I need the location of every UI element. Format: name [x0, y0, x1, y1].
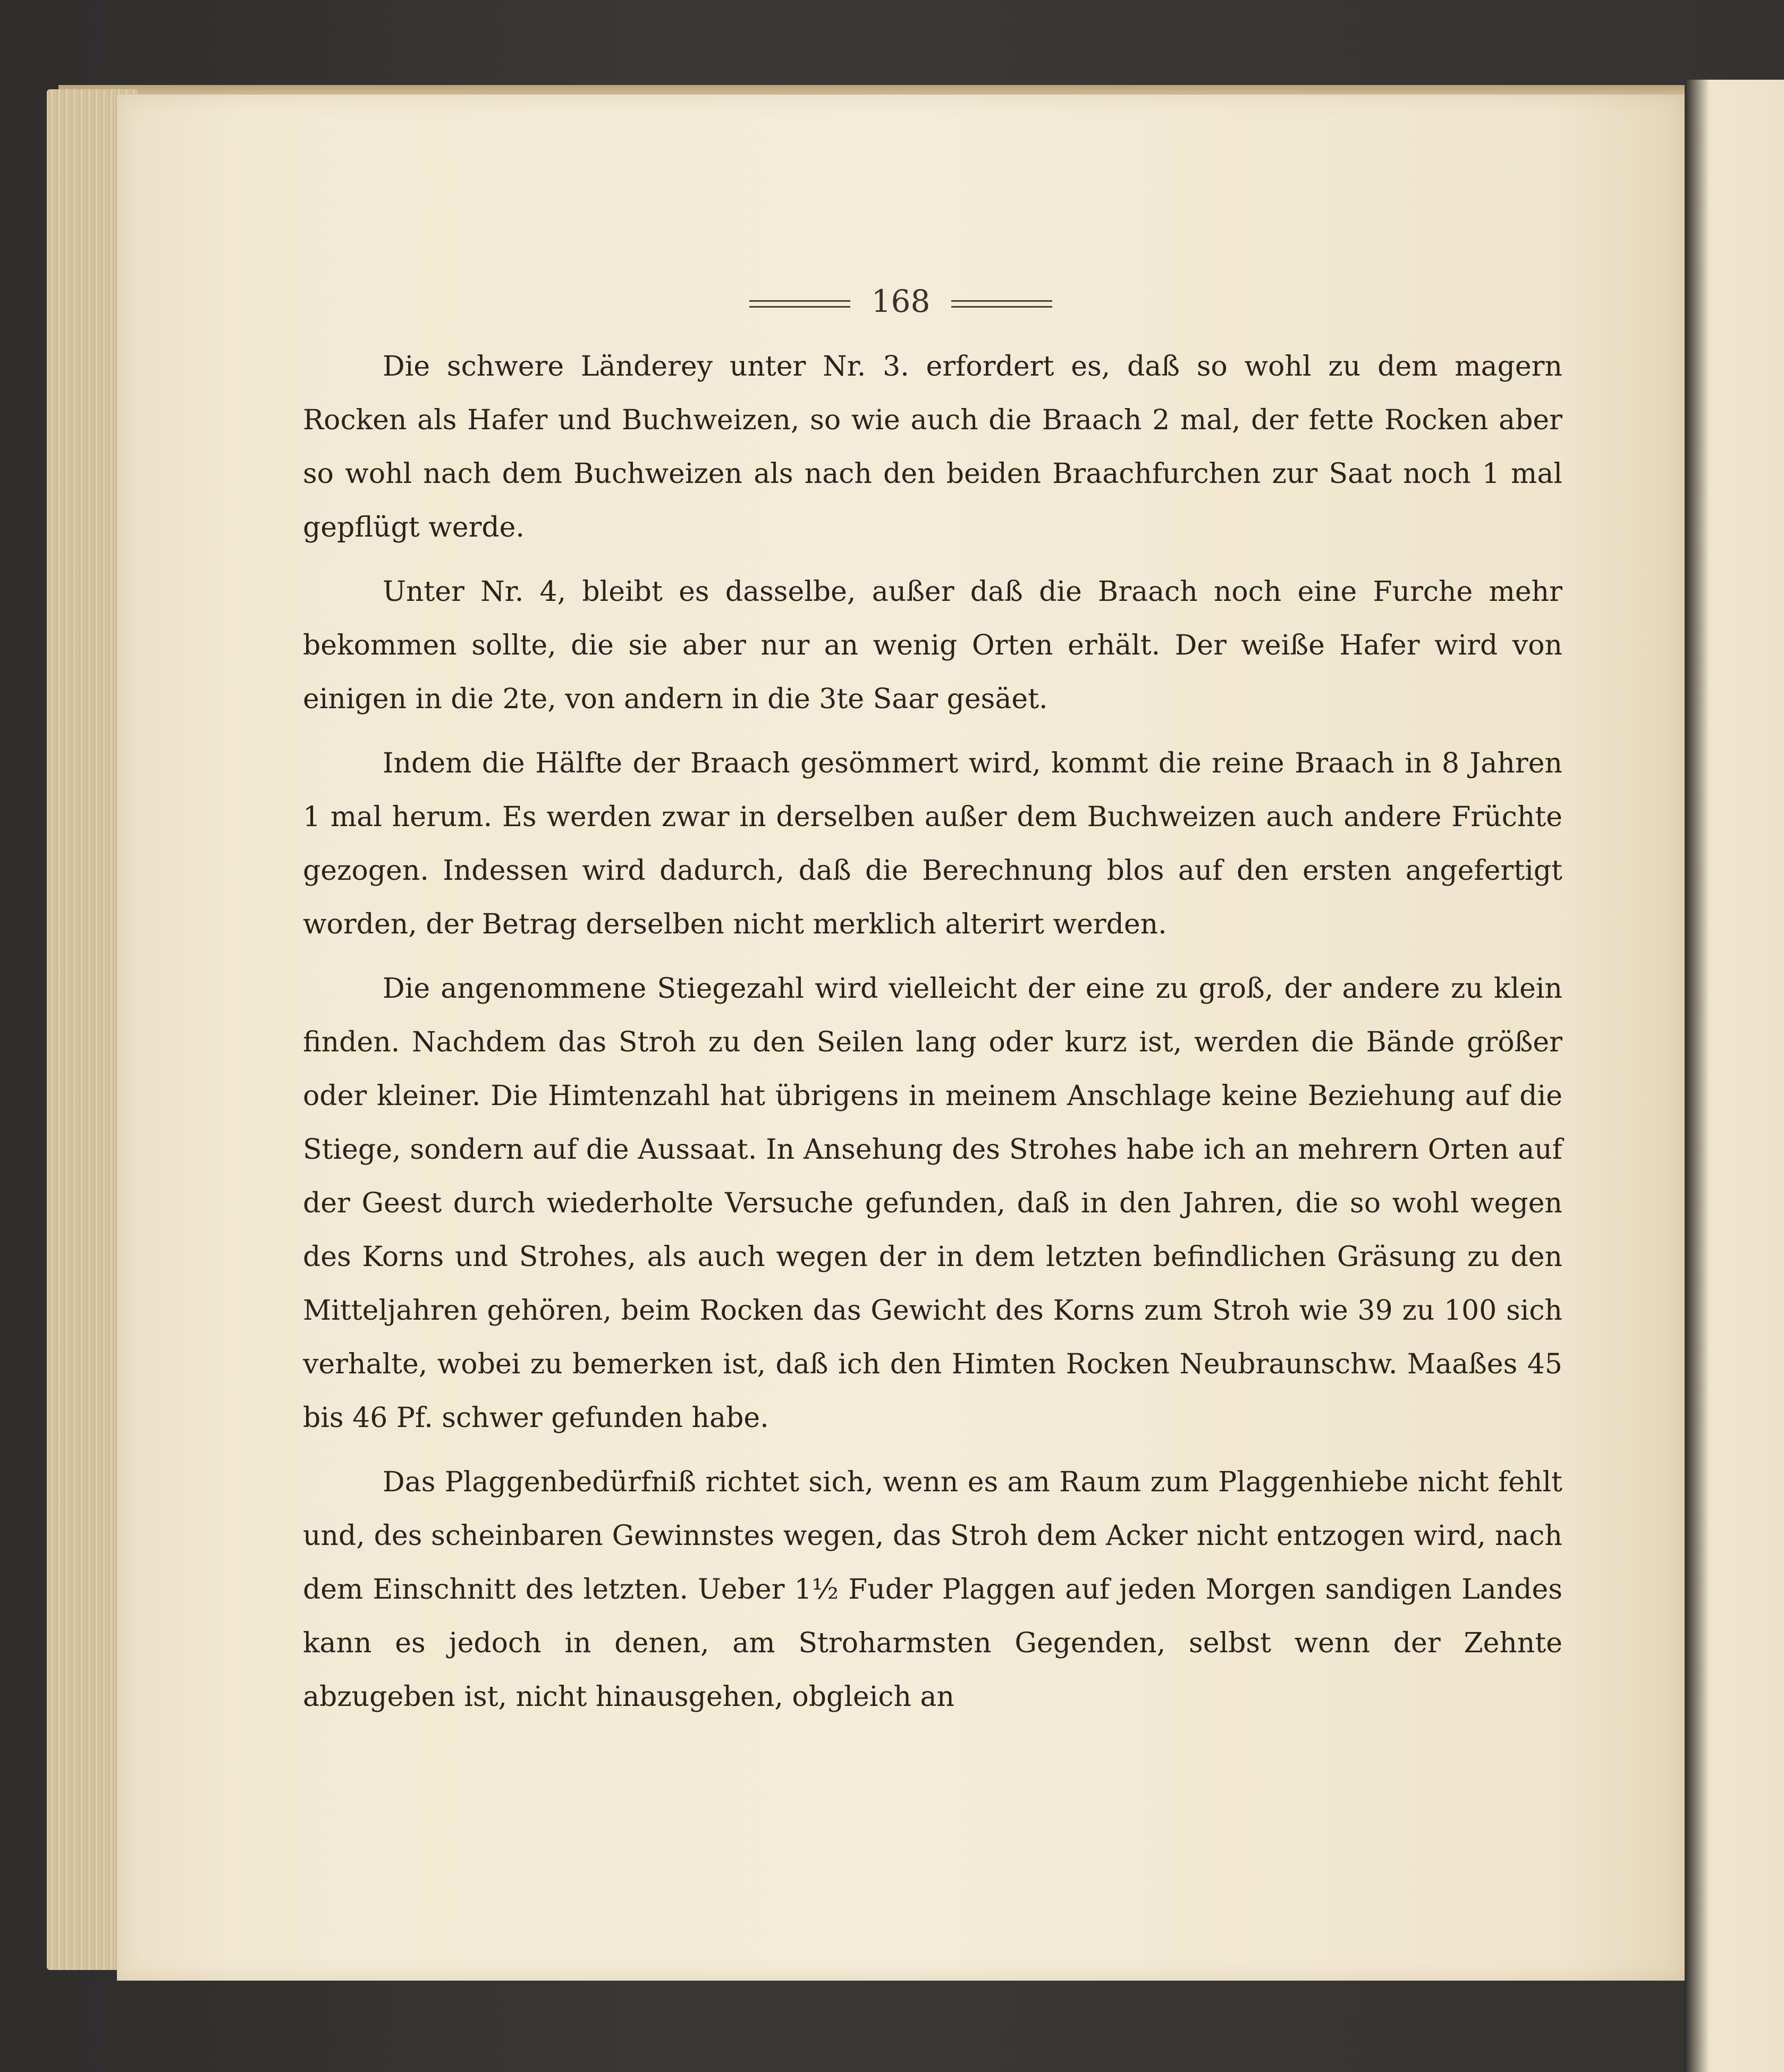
body-text: [303, 340, 1562, 1735]
facing-page-edge: [1685, 80, 1784, 2072]
paragraph-3: Indem die Hälfte der Braach gesömmert wird, kommt die reine Braach in 8 Jahren 1 mal herum. Es werden zwar in derselben außer dem Buchweizen auch andere Früchte gezogen. Indessen wird dadurch, daß die Berechnung blos auf den ersten angefertigt worden, der Betrag derselben nicht merklich alterirt werden.: [303, 748, 1562, 940]
page-header: [117, 283, 1685, 319]
paragraph-5: Das Plaggenbedürfniß richtet sich, wenn es am Raum zum Plaggenhiebe nicht fehlt und, des scheinbaren Gewinnstes wegen, das Stroh dem Acker nicht entzogen wird, nach dem Einschnitt des letzten. Ueber 1½ Fuder Plaggen auf jeden Morgen sandigen Landes kann es jedoch in denen, am Stroharmsten Gegenden, selbst wenn der Zehnte abzugeben ist, nicht hinausgehen, obgleich an: [303, 1466, 1562, 1713]
header-rule-right: [951, 300, 1052, 308]
paragraph-1: Die schwere Länderey unter Nr. 3. erfordert es, daß so wohl zu dem magern Rocken als Hafer und Buchweizen, so wie auch die Braach 2 mal, der fette Rocken aber so wohl nach dem Buchweizen als nach den beiden Braachfurchen zur Saat noch 1 mal gepflügt werde.: [303, 351, 1562, 544]
paragraph-2: Unter Nr. 4, bleibt es dasselbe, außer daß die Braach noch eine Furche mehr bekommen sollte, die sie aber nur an wenig Orten erhält. Der weiße Hafer wird von einigen in die 2te, von andern in die 3te Saar gesäet.: [303, 576, 1562, 715]
paragraph-4: Die angenommene Stiegezahl wird vielleicht der eine zu groß, der andere zu klein finden. Nachdem das Stroh zu den Seilen lang oder kurz ist, werden die Bände größer oder kleiner. Die Himtenzahl hat übrigens in meinem Anschlage keine Beziehung auf die Stiege, sondern auf die Aussaat. In Ansehung des Strohes habe ich an mehrern Orten auf der Geest durch wiederholte Versuche gefunden, daß in den Jahren, die so wohl wegen des Korns und Strohes, als auch wegen der in dem letzten befindlichen Gräsung zu den Mitteljahren gehören, beim Rocken das Gewicht des Korns zum Stroh wie 39 zu 100 sich verhalte, wobei zu bemerken ist, daß ich den Himten Rocken Neubraunschw. Maaßes 45 bis 46 Pf. schwer gefunden habe.: [303, 973, 1562, 1434]
header-rule-left: [749, 300, 850, 308]
page-number: 168: [871, 283, 931, 319]
